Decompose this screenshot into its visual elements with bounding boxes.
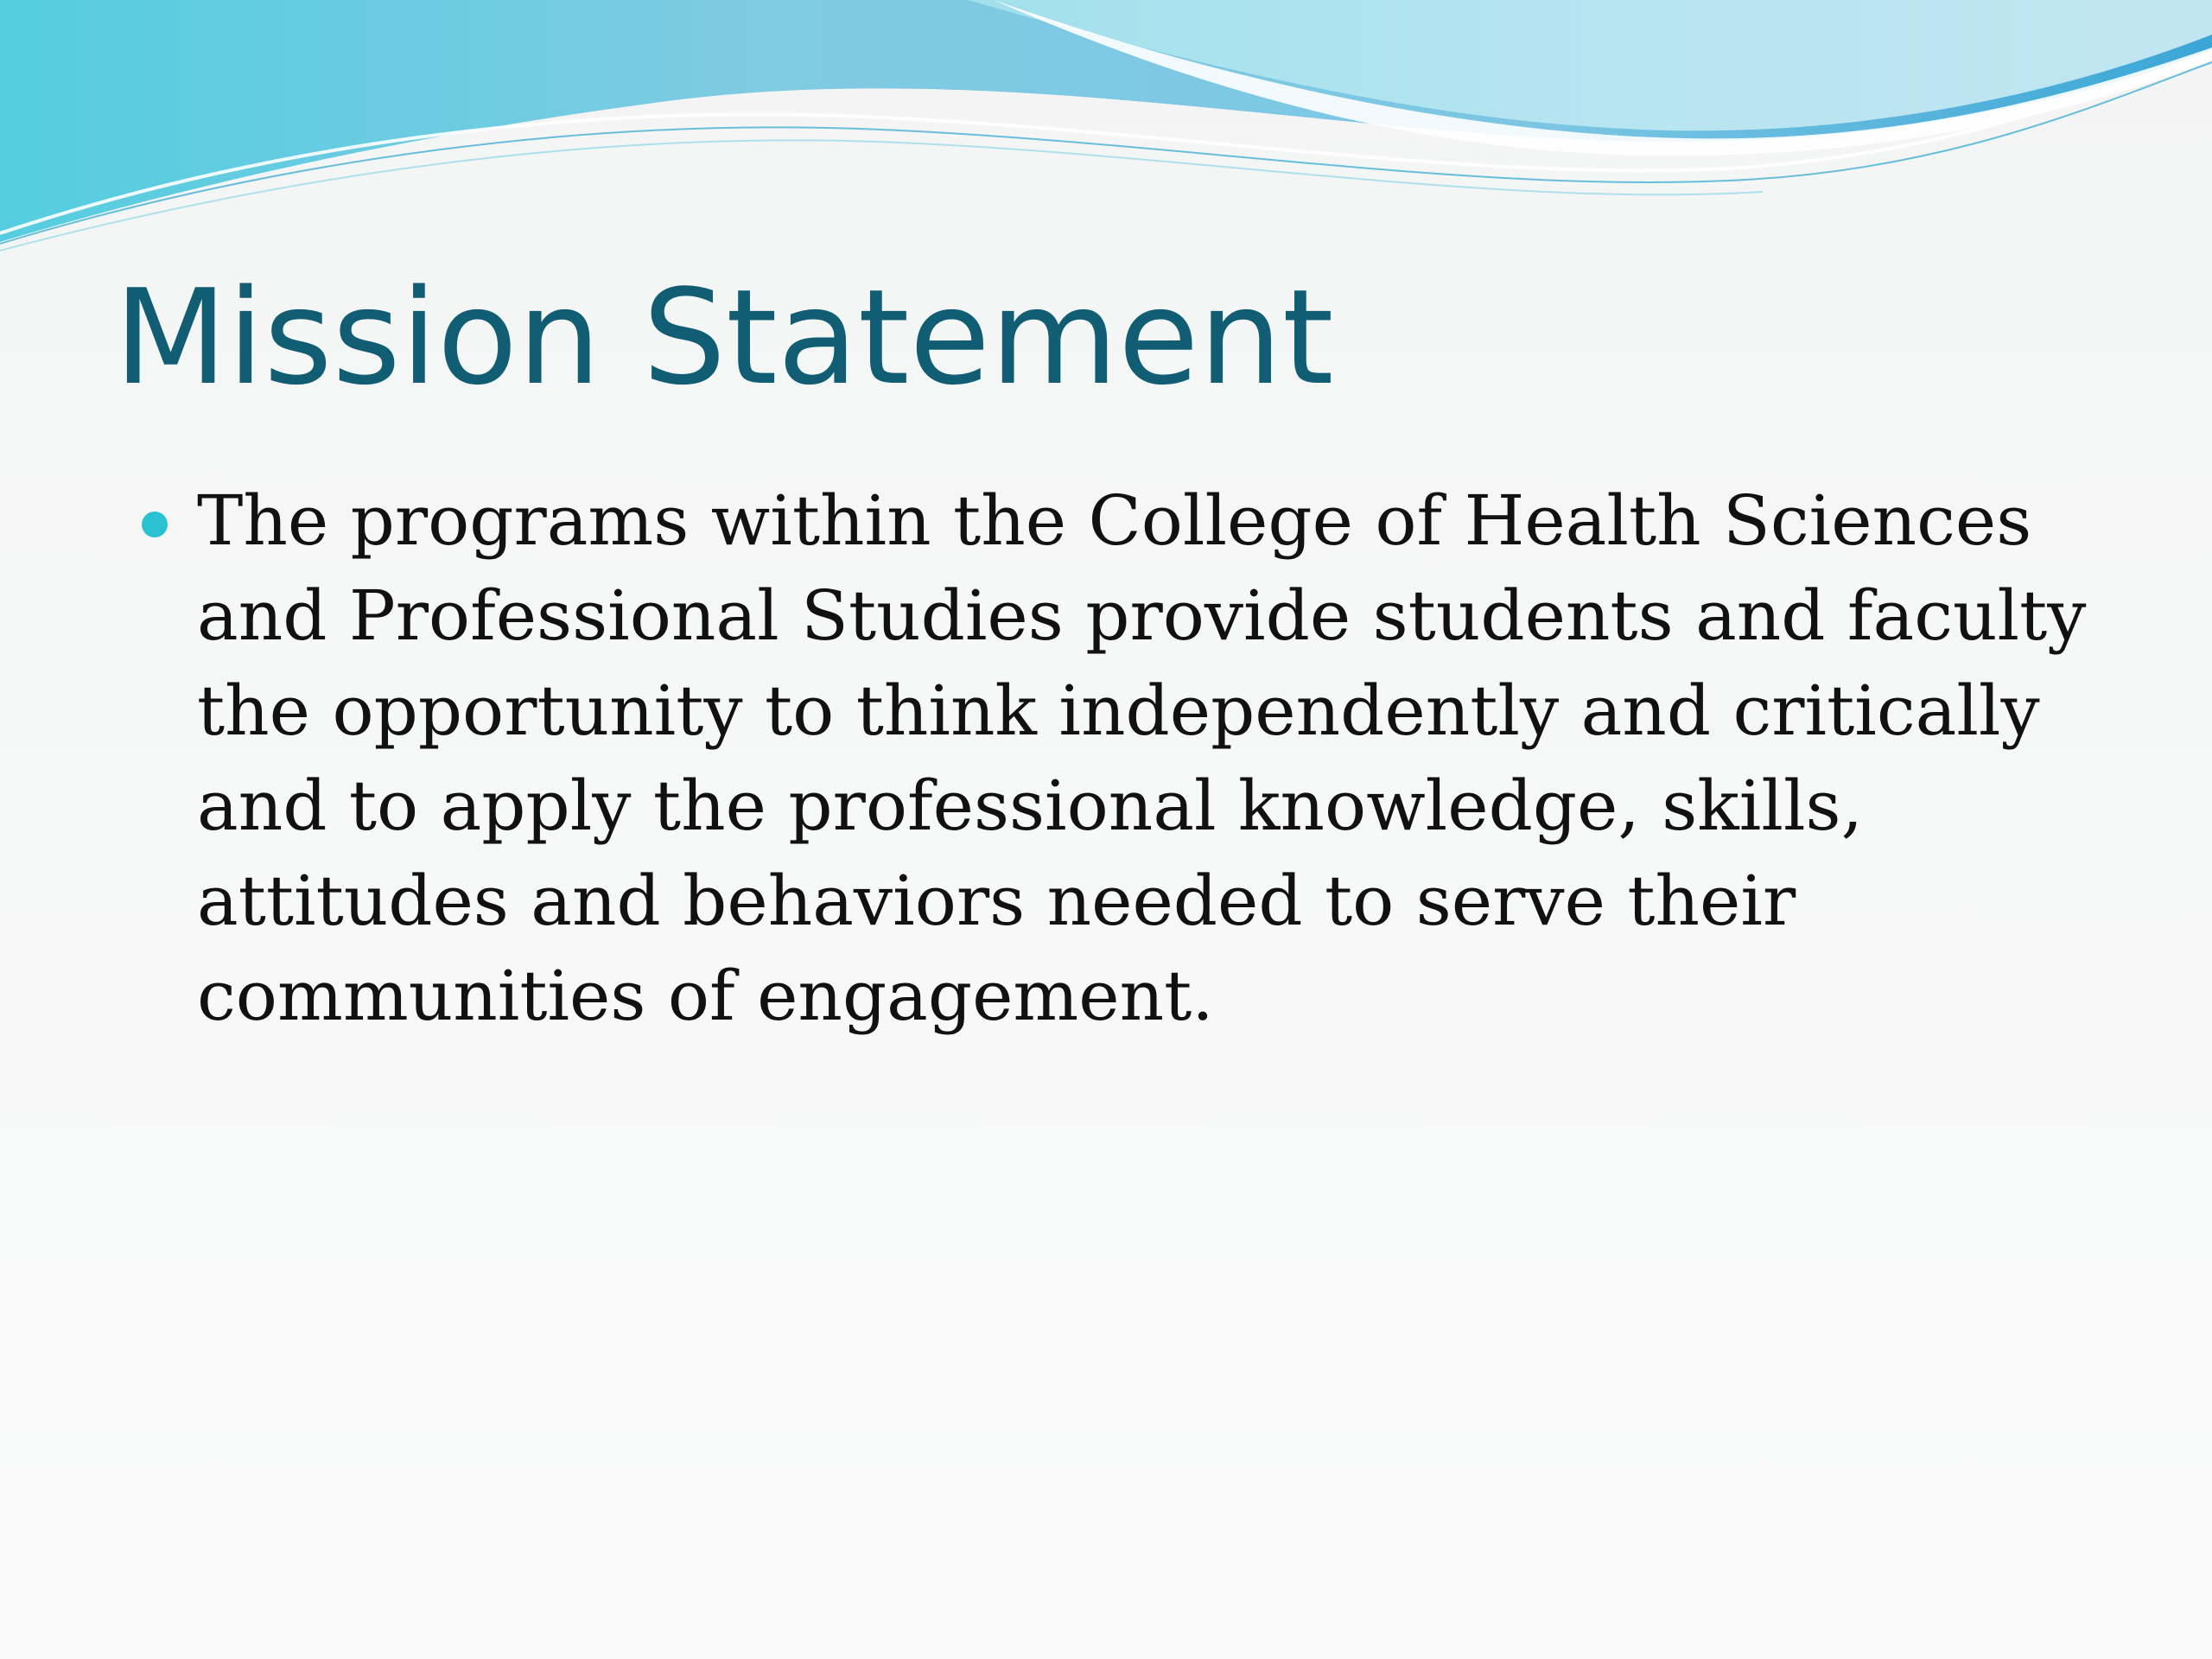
header-wave-decoration (0, 0, 2212, 259)
bullet-dot-icon (142, 512, 168, 537)
bullet-list (111, 474, 2098, 1044)
bullet-item (111, 474, 2098, 1044)
slide-title: Mission Statement (114, 261, 1334, 414)
bullet-text: The programs within the College of Health Sciences and Professional Studies provide students and faculty the opportunity to think independently and critically and to apply the professional knowledge, skills, attitudes and behaviors needed to serve their communities of engagement. (197, 480, 2087, 1036)
